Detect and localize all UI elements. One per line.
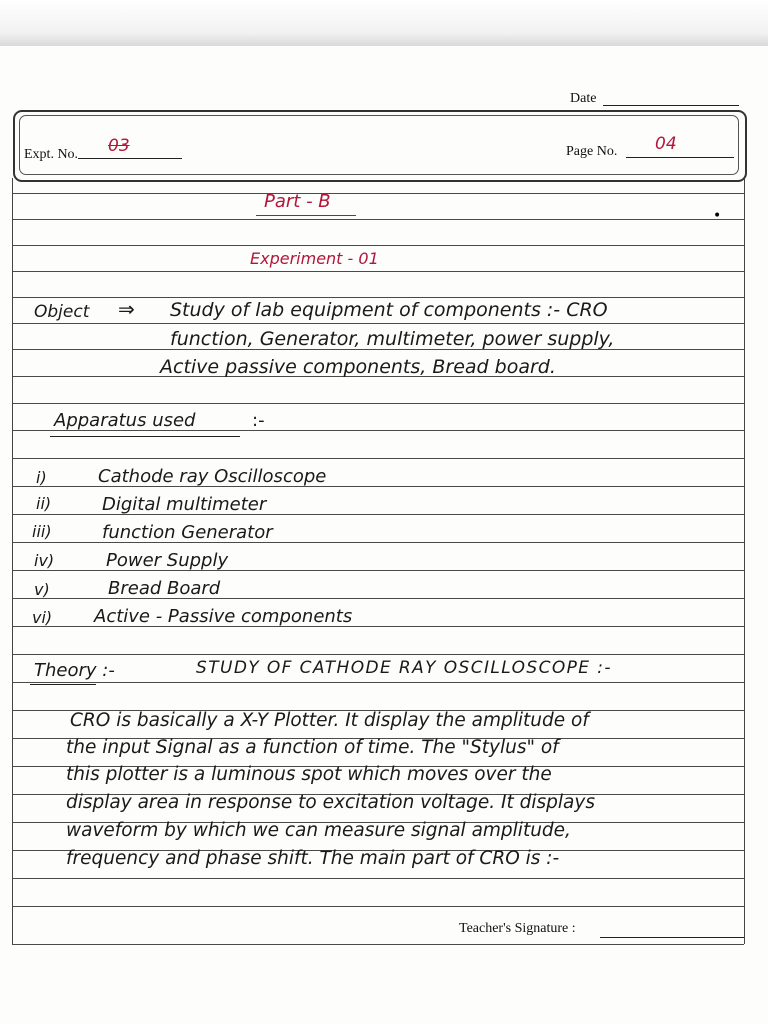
theory-title: STUDY OF CATHODE RAY OSCILLOSCOPE :- xyxy=(196,658,612,678)
apparatus-heading-underline xyxy=(50,436,240,437)
theory-line-6: frequency and phase shift. The main part of CRO is :- xyxy=(66,848,560,869)
object-line-3: Active passive components, Bread board. xyxy=(160,356,556,378)
object-label: Object xyxy=(34,302,90,322)
theory-line-3: this plotter is a luminous spot which moves over the xyxy=(66,764,552,785)
apparatus-heading: Apparatus used xyxy=(54,410,196,431)
teacher-signature-label: Teacher's Signature : xyxy=(459,921,576,936)
theory-label-underline xyxy=(30,684,96,685)
page-top-shadow xyxy=(0,0,768,46)
ink-dot: • xyxy=(713,208,722,224)
apparatus-item-6: Active - Passive components xyxy=(94,606,353,627)
apparatus-item-1: Cathode ray Oscilloscope xyxy=(98,466,327,487)
theory-label: Theory :- xyxy=(34,660,115,681)
experiment-heading: Experiment - 01 xyxy=(250,249,379,268)
theory-line-5: waveform by which we can measure signal amplitude, xyxy=(66,820,571,841)
object-line-1: Study of lab equipment of components :- CRO xyxy=(170,299,608,321)
apparatus-item-3: function Generator xyxy=(102,522,273,543)
date-label: Date xyxy=(570,91,597,106)
part-heading-underline xyxy=(256,215,356,216)
expt-no-label: Expt. No. xyxy=(24,147,79,162)
apparatus-num-2: ii) xyxy=(36,494,52,513)
apparatus-num-4: iv) xyxy=(34,551,55,570)
date-field xyxy=(603,104,739,106)
expt-no-value: 03 xyxy=(108,136,130,156)
page-no-value: 04 xyxy=(655,134,677,154)
apparatus-suffix: :- xyxy=(252,410,265,431)
teacher-signature-field xyxy=(600,936,744,938)
theory-line-4: display area in response to excitation voltage. It displays xyxy=(66,792,595,813)
page-no-field xyxy=(626,156,734,158)
experiment-heading-underline xyxy=(246,271,414,272)
theory-line-1: CRO is basically a X-Y Plotter. It display the amplitude of xyxy=(70,710,589,731)
apparatus-item-4: Power Supply xyxy=(106,550,229,571)
apparatus-num-3: iii) xyxy=(32,522,52,541)
object-line-2: function, Generator, multimeter, power supply, xyxy=(170,328,615,350)
apparatus-num-6: vi) xyxy=(32,608,53,627)
object-arrow: ⇒ xyxy=(118,297,135,321)
expt-no-field xyxy=(78,157,182,159)
apparatus-item-2: Digital multimeter xyxy=(102,494,267,515)
part-heading: Part - B xyxy=(264,191,331,212)
apparatus-num-1: i) xyxy=(36,468,47,487)
apparatus-num-5: v) xyxy=(34,580,50,599)
page-no-label: Page No. xyxy=(566,144,618,159)
apparatus-item-5: Bread Board xyxy=(108,578,221,599)
theory-line-2: the input Signal as a function of time. The "Stylus" of xyxy=(66,737,559,758)
